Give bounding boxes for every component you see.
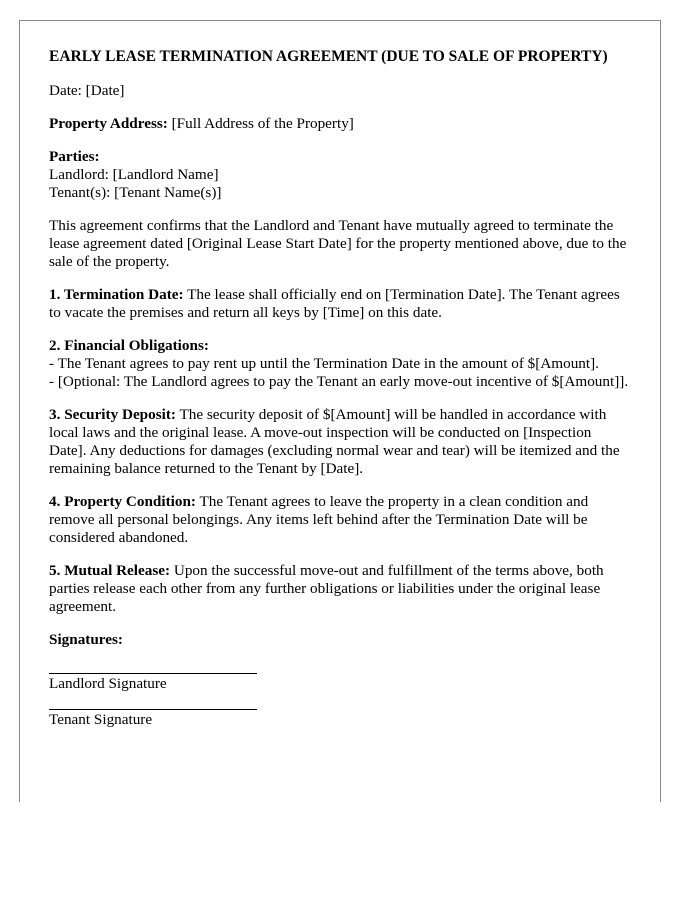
- section-mutual-release: [49, 562, 631, 616]
- property-address-value: [Full Address of the Property]: [167, 115, 354, 132]
- tenant-signature-label: Tenant Signature: [49, 711, 153, 728]
- section-text: The security deposit of $[Amount] will be handled in accordance with local laws and the original lease. A move-out inspection will be conducted on [Inspection Date]. Any deductions for damages (excluding normal wear and tear) will be itemized and the remaining balance returned to the Tenant by [Date].: [49, 406, 620, 477]
- landlord-name: Landlord: [Landlord Name]: [49, 166, 219, 183]
- section-text: The Tenant agrees to leave the property in a clean condition and remove all personal belongings. Any items left behind after the Termination Date will be considered abandoned.: [49, 493, 589, 546]
- tenant-name: Tenant(s): [Tenant Name(s)]: [49, 184, 222, 201]
- landlord-signature-label: Landlord Signature: [49, 675, 167, 692]
- section-termination-date: [49, 286, 631, 322]
- section-label: 5. Mutual Release:: [49, 562, 171, 579]
- section-financial-obligations: [49, 337, 631, 391]
- section-security-deposit: [49, 406, 631, 478]
- intro-paragraph: This agreement confirms that the Landlord and Tenant have mutually agreed to terminate the lease agreement dated [Original Lease Start Date] for the property mentioned above, due to the sale of the property.: [49, 217, 627, 270]
- section-text: The lease shall officially end on [Termination Date]. The Tenant agrees to vacate the premises and return all keys by [Time] on this date.: [49, 286, 620, 321]
- parties-block: [49, 148, 631, 202]
- date-line: Date: [Date]: [49, 82, 125, 99]
- signatures-label: Signatures:: [49, 631, 123, 648]
- section-text: Upon the successful move-out and fulfillment of the terms above, both parties release each other from any further obligations or liabilities under the original lease agreement.: [49, 562, 604, 615]
- landlord-signature-line: [49, 673, 257, 674]
- section-property-condition: [49, 493, 631, 547]
- document-title: EARLY LEASE TERMINATION AGREEMENT (DUE TO SALE OF PROPERTY): [49, 48, 608, 65]
- list-item: - The Tenant agrees to pay rent up until the Termination Date in the amount of $[Amount].: [49, 355, 599, 372]
- document-page: [19, 20, 661, 802]
- landlord-signature-block: [49, 673, 631, 693]
- property-address-label: Property Address:: [49, 115, 168, 132]
- tenant-signature-block: [49, 709, 631, 729]
- property-address: [49, 115, 631, 133]
- section-label: 2. Financial Obligations:: [49, 337, 209, 354]
- tenant-signature-line: [49, 709, 257, 710]
- section-label: 4. Property Condition:: [49, 493, 196, 510]
- list-item: - [Optional: The Landlord agrees to pay the Tenant an early move-out incentive of $[Amount]].: [49, 373, 629, 390]
- signatures-heading: [49, 631, 631, 649]
- parties-label: Parties:: [49, 148, 100, 165]
- section-label: 3. Security Deposit:: [49, 406, 176, 423]
- section-label: 1. Termination Date:: [49, 286, 184, 303]
